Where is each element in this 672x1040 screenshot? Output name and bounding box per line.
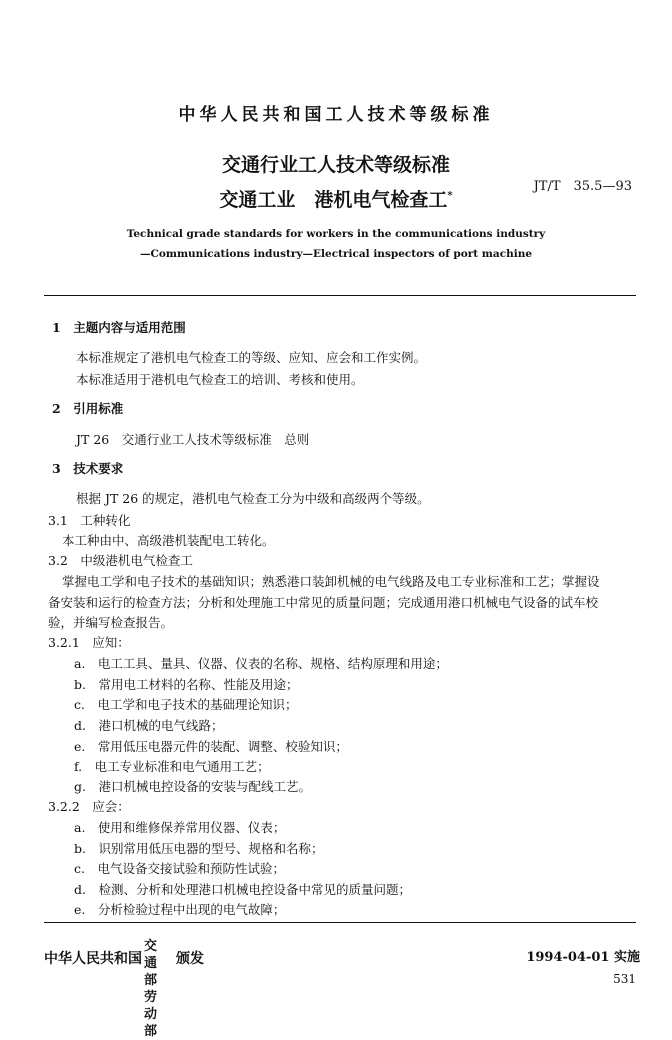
issuer-ministries — [144, 938, 157, 1040]
section-1-para-2: 本标准适用于港机电气检查工的培训、考核和使用。 — [76, 372, 364, 387]
title-footnote-mark: * — [447, 190, 453, 202]
list-item: a. 电工工具、量具、仪器、仪表的名称、规格、结构原理和用途； — [74, 656, 448, 671]
section-2-heading: 2 引用标准 — [52, 401, 124, 416]
section-3-para-1: 根据 JT 26 的规定，港机电气检查工分为中级和高级两个等级。 — [76, 491, 430, 506]
section-3-heading: 3 技术要求 — [52, 461, 124, 476]
section-3-2-para-line-1: 掌握电工学和电子技术的基础知识；熟悉港口装卸机械的电气线路及电工专业标准和工艺；掌握设 — [62, 574, 600, 589]
section-1-para-1: 本标准规定了港机电气检查工的等级、应知、应会和工作实例。 — [76, 350, 427, 365]
list-item: b. 识别常用低压电器的型号、规格和名称； — [74, 841, 324, 856]
list-item: g. 港口机械电控设备的安装与配线工艺。 — [74, 779, 311, 794]
section-3-2-para-line-2: 备安装和运行的检查方法；分析和处理施工中常见的质量问题；完成通用港口机械电气设备的试车校 — [48, 595, 599, 610]
section-3-2-2-heading: 3.2.2 应会： — [48, 799, 130, 814]
section-1-heading: 1 主题内容与适用范围 — [52, 320, 186, 335]
english-title-line-2: —Communications industry—Electrical inspectors of port machine — [139, 248, 533, 260]
section-3-1-para-1: 本工种由中、高级港机装配电工转化。 — [62, 533, 275, 548]
effective-date: 1994-04-01 实施 — [526, 950, 640, 965]
list-item: c. 电工学和电子技术的基础理论知识； — [74, 697, 298, 712]
issuer-ministry-1: 交通部 — [144, 939, 158, 988]
list-item: d. 港口机械的电气线路； — [74, 718, 224, 733]
list-item: a. 使用和维修保养常用仪器、仪表； — [74, 820, 286, 835]
section-3-2-heading: 3.2 中级港机电气检查工 — [48, 553, 193, 568]
list-item: f. 电工专业标准和电气通用工艺； — [74, 759, 270, 774]
issuer-prefix: 中华人民共和国 — [44, 951, 142, 967]
english-title-line-1: Technical grade standards for workers in the communications industry — [126, 228, 546, 240]
issuer-suffix: 颁发 — [176, 951, 204, 967]
standard-code: JT/T 35.5—93 — [533, 179, 632, 194]
list-item: d. 检测、分析和处理港口机械电控设备中常见的质量问题； — [74, 882, 411, 897]
page-number: 531 — [613, 972, 636, 986]
list-item: e. 常用低压电器元件的装配、调整、校验知识； — [74, 739, 348, 754]
title-line-2-text: 交通工业 港机电气检查工 — [219, 189, 448, 211]
section-3-1-heading: 3.1 工种转化 — [48, 513, 131, 528]
section-2-para-1: JT 26 交通行业工人技术等级标准 总则 — [76, 432, 310, 447]
list-item: c. 电气设备交接试验和预防性试验； — [74, 861, 285, 876]
list-item: e. 分析检验过程中出现的电气故障； — [74, 902, 286, 917]
section-3-2-para-line-3: 验，并编写检查报告。 — [48, 615, 174, 630]
list-item: b. 常用电工材料的名称、性能及用途； — [74, 677, 299, 692]
top-divider — [44, 295, 636, 296]
section-3-2-1-heading: 3.2.1 应知： — [48, 635, 130, 650]
issuer-ministry-2: 劳动部 — [144, 990, 158, 1039]
national-standard-heading: 中华人民共和国工人技术等级标准 — [178, 105, 494, 125]
title-line-1: 交通行业工人技术等级标准 — [221, 154, 450, 176]
bottom-divider — [44, 922, 636, 923]
